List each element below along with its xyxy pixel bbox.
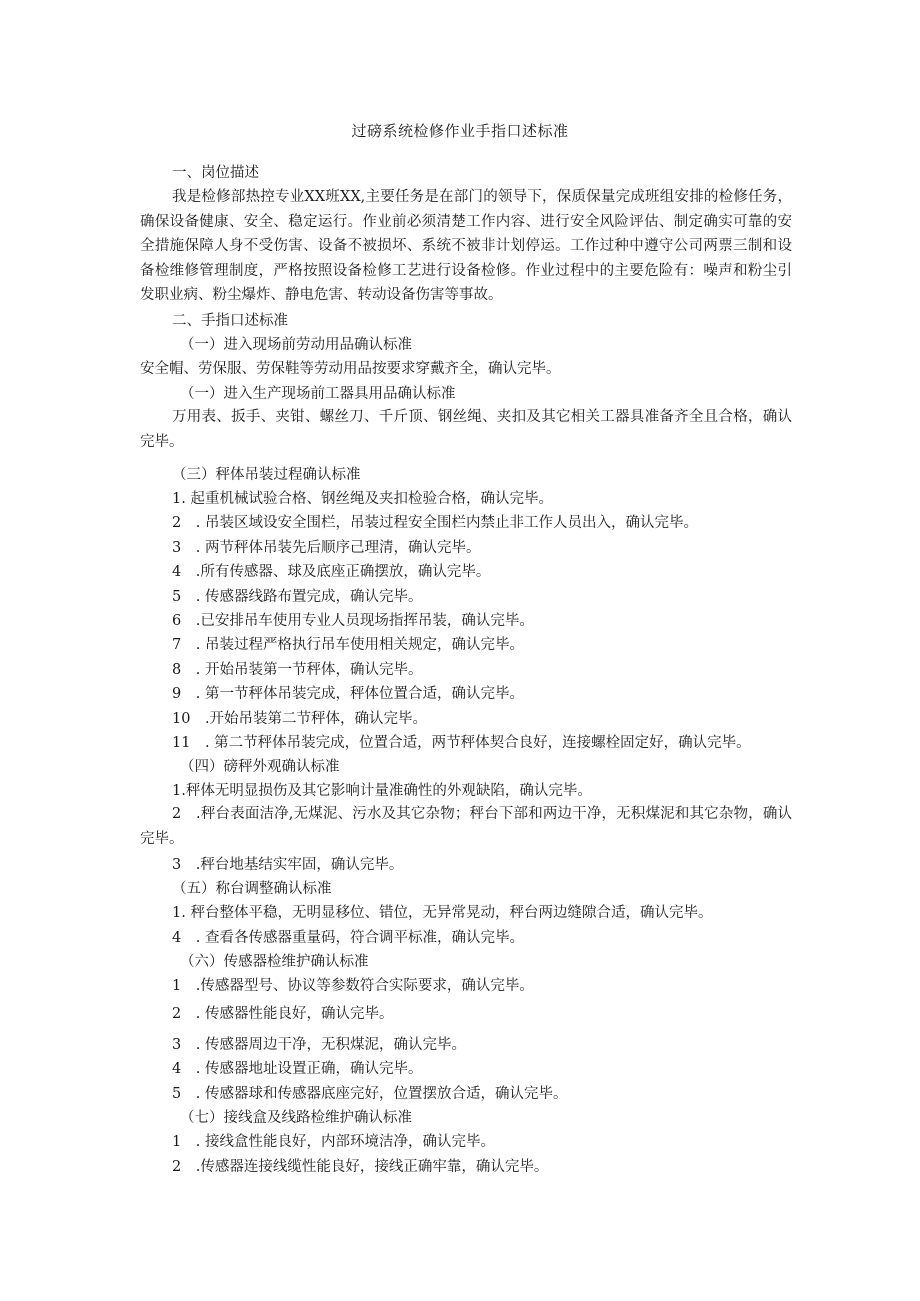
subsection-heading-sensor-maintenance: （六）传感器检维护确认标准 bbox=[180, 954, 369, 970]
list-item: 2 . 传感器性能良好，确认完毕。 bbox=[172, 1006, 394, 1022]
subsection-heading-lifting: （三）秤体吊装过程确认标准 bbox=[172, 467, 361, 483]
subsection-heading-ppe: （一）进入现场前劳动用品确认标准 bbox=[180, 337, 412, 353]
list-item: 3 . 传感器周边干净，无积煤泥，确认完毕。 bbox=[172, 1037, 466, 1053]
list-item: 2 .秤台表面洁净,无煤泥、污水及其它杂物；秤台下部和两边干净，无积煤泥和其它杂物，确认完毕。 bbox=[140, 806, 792, 847]
list-item: 1 . 接线盒性能良好，内部环境洁净，确认完毕。 bbox=[172, 1134, 495, 1150]
list-item: 1.秤体无明显损伤及其它影响计量准确性的外观缺陷，确认完毕。 bbox=[172, 783, 592, 799]
ppe-text: 安全帽、劳保服、劳保鞋等劳动用品按要求穿戴齐全，确认完毕。 bbox=[140, 361, 561, 377]
list-item: 5 . 传感器球和传感器底座完好，位置摆放合适，确认完毕。 bbox=[172, 1086, 568, 1102]
subsection-heading-platform-adjustment: （五）称台调整确认标准 bbox=[172, 881, 332, 897]
section-heading-job-description: 一、岗位描述 bbox=[172, 165, 259, 181]
list-item: 9 . 第一节秤体吊装完成，秤体位置合适，确认完毕。 bbox=[172, 686, 524, 702]
subsection-heading-scale-appearance: （四）磅秤外观确认标准 bbox=[180, 759, 340, 775]
subsection-heading-junction-box: （七）接线盒及线路检维护确认标准 bbox=[180, 1110, 412, 1126]
document-title: 过磅系统检修作业手指口述标准 bbox=[351, 122, 569, 140]
section-heading-standards: 二、手指口述标准 bbox=[172, 313, 288, 329]
list-item: 7 . 吊装过程严格执行吊车使用相关规定，确认完毕。 bbox=[172, 637, 524, 653]
list-item: 4 .所有传感器、球及底座正确摆放，确认完毕。 bbox=[172, 564, 491, 580]
list-item: 4 . 传感器地址设置正确，确认完毕。 bbox=[172, 1061, 423, 1077]
list-item: 6 .已安排吊车使用专业人员现场指挥吊装，确认完毕。 bbox=[172, 613, 534, 629]
list-item: 1 .传感器型号、协议等参数符合实际要求，确认完毕。 bbox=[172, 978, 534, 994]
list-item: 4 . 查看各传感器重量码，符合调平标准，确认完毕。 bbox=[172, 930, 524, 946]
job-description-paragraph: 我是检修部热控专业XX班XX,主要任务是在部门的领导下，保质保量完成班组安排的检修任务，确保设备健康、安全、稳定运行。作业前必须清楚工作内容、进行安全风险评估、制定确实可靠的安全措施保障人身不受伤害、设备不被损坏、系统不被非计划停运。工作过种中遵守公司两票三制和设备检维修管理制度，严格按照设备检修工艺进行设备检修。作业过程中的主要危险有：噪声和粉尘引发职业病、粉尘爆炸、静电危害、转动设备伤害等事故。 bbox=[140, 189, 792, 303]
list-item: 2 . 吊装区域设安全围栏，吊装过程安全围栏内禁止非工作人员出入，确认完毕。 bbox=[172, 515, 698, 531]
list-item: 3 .秤台地基结实牢固，确认完毕。 bbox=[172, 857, 404, 873]
tools-text: 万用表、扳手、夹钳、螺丝刀、千斤顶、钢丝绳、夹扣及其它相关工器具准备齐全且合格，确认完毕。 bbox=[140, 409, 792, 450]
list-item: 1. 秤台整体平稳，无明显移位、错位，无异常晃动，秤台两边缝隙合适，确认完毕。 bbox=[172, 905, 713, 921]
subsection-heading-tools: （一）进入生产现场前工器具用品确认标准 bbox=[180, 386, 456, 402]
list-item: 10 .开始吊装第二节秤体，确认完毕。 bbox=[172, 711, 428, 727]
list-item: 5 . 传感器线路布置完成，确认完毕。 bbox=[172, 589, 423, 605]
list-item: 8 . 开始吊装第一节秤体，确认完毕。 bbox=[172, 662, 423, 678]
list-item: 3 . 两节秤体吊装先后顺序己理清，确认完毕。 bbox=[172, 540, 481, 556]
list-item: 1. 起重机械试验合格、钢丝绳及夹扣检验合格，确认完毕。 bbox=[172, 491, 553, 507]
list-item: 11 . 第二节秤体吊装完成，位置合适，两节秤体契合良好，连接螺栓固定好，确认完毕。 bbox=[172, 735, 751, 751]
list-item: 2 .传感器连接线缆性能良好，接线正确牢靠，确认完毕。 bbox=[172, 1159, 549, 1175]
